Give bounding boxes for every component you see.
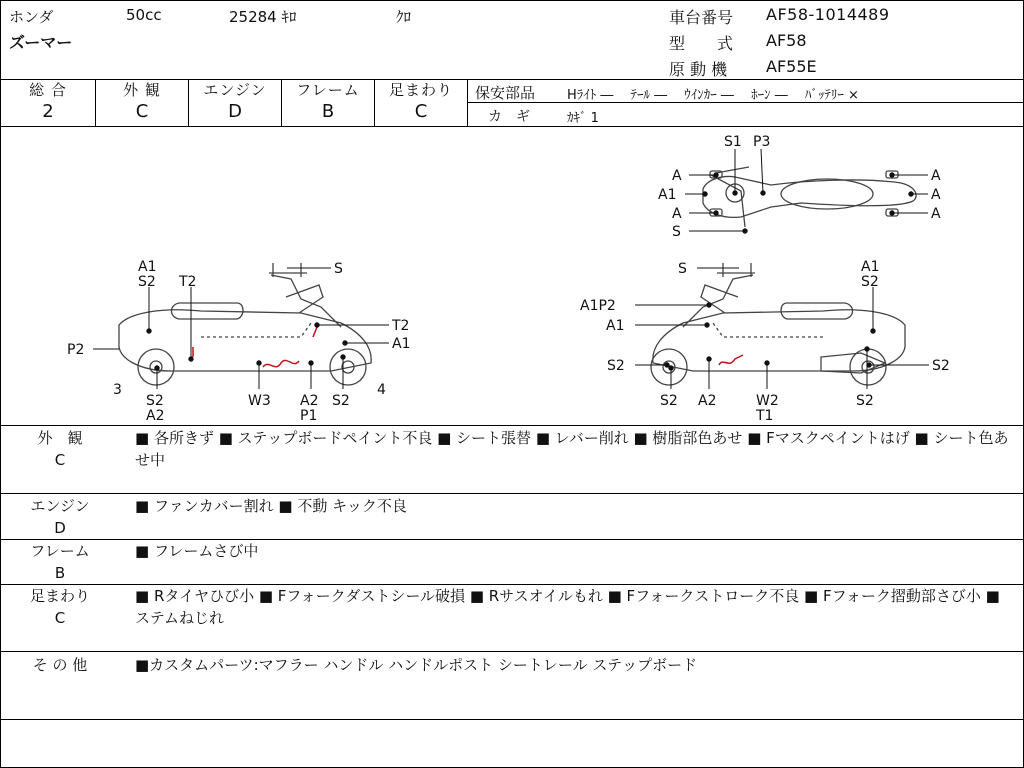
label-s2: S2 (332, 393, 350, 409)
model-type-label: 型 式 (669, 34, 734, 53)
label-t1: T1 (756, 408, 774, 424)
engine-model-label: 原 動 機 (669, 60, 728, 79)
displacement: 50cc (126, 6, 162, 24)
divider (1, 651, 1023, 652)
label-a: A (672, 168, 682, 184)
label-a1p2: A1P2 (580, 298, 616, 314)
label-t2: T2 (179, 274, 197, 290)
frame-label: フレーム (30, 542, 90, 560)
other-label: そ の 他 (32, 656, 88, 674)
grade-value: C (414, 101, 428, 122)
grade-label: 足まわり (388, 81, 453, 99)
grade-label: エンジン (203, 81, 267, 99)
engine-label: エンジン (30, 497, 90, 515)
label-s2: S2 (138, 274, 156, 290)
label-s2: S2 (146, 393, 164, 409)
color: ｸﾛ (396, 8, 412, 26)
exterior-label: 外 観 (37, 429, 83, 447)
grade-label: 外 観 (123, 81, 161, 99)
grade-exterior (96, 80, 188, 125)
mileage: 25284 ｷﾛ (229, 8, 297, 26)
label-a1: A1 (138, 259, 157, 275)
label-s2: S2 (932, 358, 950, 374)
engine-text: ■ ファンカバー割れ ■ 不動 キック不良 (135, 497, 407, 515)
label-a: A (931, 206, 941, 222)
label-a: A (672, 206, 682, 222)
label-s1: S1 (724, 134, 742, 150)
key-value: ｶｷﾞ 1 (567, 111, 599, 126)
key-label: カ ギ (488, 109, 530, 125)
safety-parts-label: 保安部品 (475, 84, 536, 102)
other-text: ■カスタムパーツ:マフラー ハンドル ハンドルポスト シートレール ステップボード (135, 656, 698, 674)
grade-value: D (228, 101, 242, 122)
label-t2: T2 (392, 318, 410, 334)
label-w2: W2 (756, 393, 779, 409)
exterior-grade: C (54, 451, 66, 469)
exterior-text: ■ 各所きず ■ ステップボードペイント不良 ■ シート張替 ■ レバー削れ ■ 樹脂部色あせ ■ Fマスクペイントはげ ■ シート色あせ中 (135, 429, 1009, 469)
divider (467, 79, 468, 126)
right-view-labels (580, 259, 950, 424)
safety-parts-items: Hﾗｲﾄ ― ﾃｰﾙ ― ｳｲﾝｶｰ ― ﾎｰﾝ ― ﾊﾞｯﾃﾘｰ × (567, 88, 859, 103)
top-view-labels (658, 134, 941, 240)
grade-label: 総 合 (29, 81, 67, 99)
damage-marks (193, 327, 743, 367)
engine-grade: D (54, 519, 66, 537)
label-s: S (678, 261, 687, 277)
label-s: S (672, 224, 681, 240)
label-p1: P1 (300, 408, 318, 424)
label-p3: P3 (753, 134, 771, 150)
label-p2: P2 (67, 342, 85, 358)
frame-grade: B (54, 564, 66, 582)
grade-engine (189, 80, 281, 125)
label-a: A (931, 187, 941, 203)
grade-value: 2 (42, 101, 54, 122)
label-a2: A2 (146, 408, 165, 424)
model-name: ズーマー (9, 33, 73, 52)
label-a: A (931, 168, 941, 184)
label-a1: A1 (658, 187, 677, 203)
label-3: 3 (113, 382, 122, 398)
suspension-text: ■ Rタイヤひび小 ■ Fフォークダストシール破損 ■ Rサスオイルもれ ■ Fフォークストローク不良 ■ Fフォーク摺動部さび小 ■ ステムねじれ (135, 587, 1000, 627)
suspension-label: 足まわり (29, 587, 90, 605)
divider (1, 719, 1023, 720)
engine-model-value: AF55E (766, 57, 817, 76)
label-4: 4 (377, 382, 386, 398)
label-a1: A1 (606, 318, 625, 334)
divider (1, 425, 1023, 426)
frame-text: ■ フレームさび中 (135, 542, 259, 560)
grade-overall (1, 80, 95, 125)
label-a1: A1 (392, 336, 411, 352)
label-a2: A2 (300, 393, 319, 409)
damage-diagram (1, 127, 1023, 425)
label-s2: S2 (856, 393, 874, 409)
label-s: S (334, 261, 343, 277)
grade-value: C (135, 101, 149, 122)
frame-number-label: 車台番号 (669, 8, 734, 27)
label-w3: W3 (248, 393, 271, 409)
frame-number-value: AF58-1014489 (766, 5, 890, 24)
grade-value: B (321, 101, 335, 122)
divider (1, 493, 1023, 494)
label-a2: A2 (698, 393, 717, 409)
label-s2: S2 (607, 358, 625, 374)
label-s2: S2 (861, 274, 879, 290)
label-s2: S2 (660, 393, 678, 409)
model-type-value: AF58 (766, 31, 807, 50)
grade-frame (282, 80, 374, 125)
maker: ホンダ (9, 8, 54, 26)
grade-label: フレーム (296, 81, 360, 99)
suspension-grade: C (54, 609, 66, 627)
grade-suspension (375, 80, 467, 125)
label-a1: A1 (861, 259, 880, 275)
